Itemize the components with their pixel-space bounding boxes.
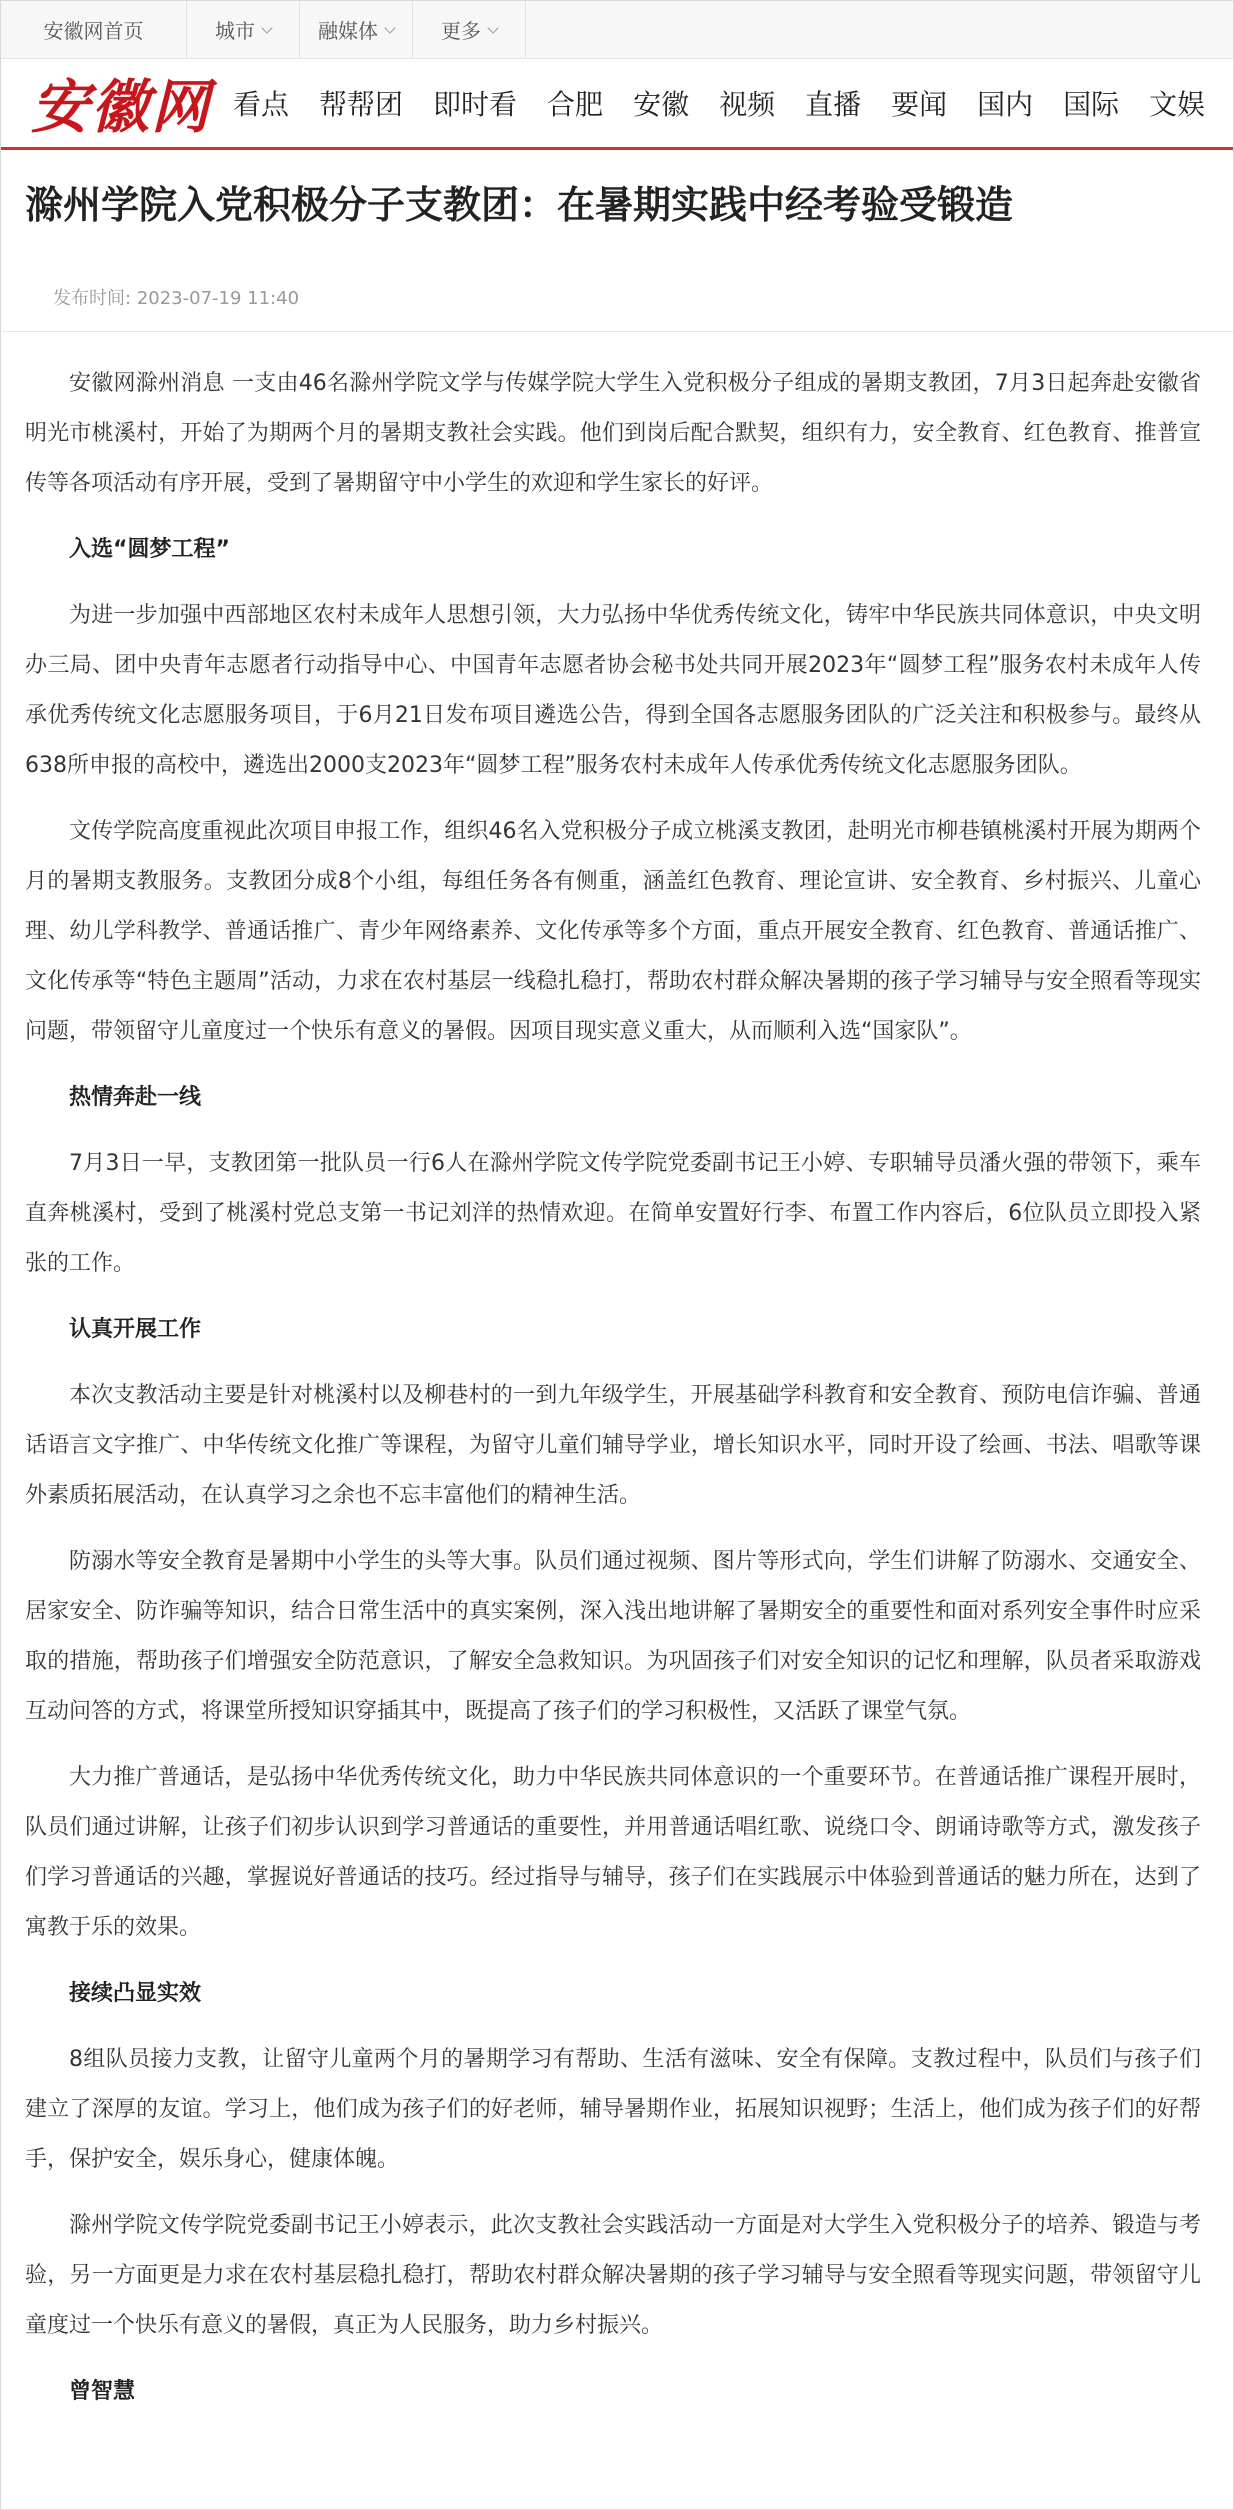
section-heading: 热情奔赴一线: [69, 1085, 202, 1110]
media-label: 融媒体: [318, 19, 378, 43]
site-logo[interactable]: [31, 71, 221, 141]
nav-item-video[interactable]: 视频: [719, 88, 776, 121]
chevron-down-icon: [261, 22, 272, 33]
publish-time: 2023-07-19 11:40: [136, 288, 300, 309]
paragraph: 安徽网滁州消息 一支由46名滁州学院文学与传媒学院大学生入党积极分子组成的暑期支教团，7月3日起奔赴安徽省明光市桃溪村，开始了为期两个月的暑期支教社会实践。他们到岗后配合默契，组织有力，安全教育、红色教育、推普宣传等各项活动有序开展，受到了暑期留守中小学生的欢迎和学生家长的好评。: [25, 371, 1201, 496]
publish-meta: [53, 284, 299, 310]
home-link[interactable]: 安徽网首页: [1, 1, 187, 58]
paragraph: 8组队员接力支教，让留守儿童两个月的暑期学习有帮助、生活有滋味、安全有保障。支教过程中，队员们与孩子们建立了深厚的友谊。学习上，他们成为孩子们的好老师，辅导暑期作业，拓展知识视野；生活上，他们成为孩子们的好帮手，保护安全，娱乐身心，健康体魄。: [25, 2047, 1201, 2172]
section-heading: 认真开展工作: [69, 1317, 202, 1342]
nav-item-international[interactable]: 国际: [1063, 88, 1120, 121]
city-dropdown[interactable]: [187, 1, 300, 58]
paragraph: 滁州学院文传学院党委副书记王小婷表示，此次支教社会实践活动一方面是对大学生入党积极分子的培养、锻造与考验，另一方面更是力求在农村基层稳扎稳打，帮助农村群众解决暑期的孩子学习辅导与安全照看等现实问题，带领留守儿童度过一个快乐有意义的暑假，真正为人民服务，助力乡村振兴。: [25, 2213, 1201, 2338]
more-label: 更多: [441, 19, 481, 43]
paragraph: 7月3日一早，支教团第一批队员一行6人在滁州学院文传学院党委副书记王小婷、专职辅导员潘火强的带领下，乘车直奔桃溪村，受到了桃溪村党总支第一书记刘洋的热情欢迎。在简单安置好行李、布置工作内容后，6位队员立即投入紧张的工作。: [25, 1151, 1201, 1276]
section-heading: 入选“圆梦工程”: [69, 537, 230, 562]
city-label: 城市: [215, 19, 255, 43]
nav-item-anhui[interactable]: 安徽: [633, 88, 690, 121]
nav-item-entertainment[interactable]: 文娱: [1149, 88, 1206, 121]
nav-items: [233, 59, 1234, 147]
section-heading: 接续凸显实效: [69, 1981, 202, 2006]
media-dropdown[interactable]: [300, 1, 413, 58]
paragraph: 大力推广普通话，是弘扬中华优秀传统文化，助力中华民族共同体意识的一个重要环节。在普通话推广课程开展时，队员们通过讲解，让孩子们初步认识到学习普通话的重要性，并用普通话唱红歌、说绕口令、朗诵诗歌等方式，激发孩子们学习普通话的兴趣，掌握说好普通话的技巧。经过指导与辅导，孩子们在实践展示中体验到普通话的魅力所在，达到了寓教于乐的效果。: [25, 1765, 1201, 1940]
nav-item-headlines[interactable]: 要闻: [891, 88, 948, 121]
paragraph: 文传学院高度重视此次项目申报工作，组织46名入党积极分子成立桃溪支教团，赴明光市柳巷镇桃溪村开展为期两个月的暑期支教服务。支教团分成8个小组，每组任务各有侧重，涵盖红色教育、理论宣讲、安全教育、乡村振兴、儿童心理、幼儿学科教学、普通话推广、青少年网络素养、文化传承等多个方面，重点开展安全教育、红色教育、普通话推广、文化传承等“特色主题周”活动，力求在农村基层一线稳扎稳打，帮助农村群众解决暑期的孩子学习辅导与安全照看等现实问题，带领留守儿童度过一个快乐有意义的暑假。因项目现实意义重大，从而顺利入选“国家队”。: [25, 819, 1201, 1044]
publish-label: 发布时间:: [53, 288, 132, 309]
paragraph: 为进一步加强中西部地区农村未成年人思想引领，大力弘扬中华优秀传统文化，铸牢中华民族共同体意识，中央文明办三局、团中央青年志愿者行动指导中心、中国青年志愿者协会秘书处共同开展2023年“圆梦工程”服务农村未成年人传承优秀传统文化志愿服务项目，于6月21日发布项目遴选公告，得到全国各志愿服务团队的广泛关注和积极参与。最终从638所申报的高校中，遴选出2000支2023年“圆梦工程”服务农村未成年人传承优秀传统文化志愿服务团队。: [25, 603, 1201, 778]
nav-item-live[interactable]: 直播: [805, 88, 862, 121]
article-title: 滁州学院入党积极分子支教团：在暑期实践中经考验受锻造: [25, 183, 1014, 227]
chevron-down-icon: [487, 22, 498, 33]
nav-item-kandian[interactable]: 看点: [233, 88, 290, 121]
nav-item-jishikan[interactable]: 即时看: [433, 88, 518, 121]
top-utility-bar: [1, 1, 1233, 59]
divider: [1, 331, 1233, 332]
nav-item-domestic[interactable]: 国内: [977, 88, 1034, 121]
author-name: 曾智慧: [69, 2379, 136, 2404]
paragraph: 本次支教活动主要是针对桃溪村以及柳巷村的一到九年级学生，开展基础学科教育和安全教育、预防电信诈骗、普通话语言文字推广、中华传统文化推广等课程，为留守儿童们辅导学业，增长知识水平，同时开设了绘画、书法、唱歌等课外素质拓展活动，在认真学习之余也不忘丰富他们的精神生活。: [25, 1383, 1201, 1508]
nav-item-bangbangtuan[interactable]: 帮帮团: [319, 88, 404, 121]
paragraph: 防溺水等安全教育是暑期中小学生的头等大事。队员们通过视频、图片等形式向，学生们讲解了防溺水、交通安全、居家安全、防诈骗等知识，结合日常生活中的真实案例，深入浅出地讲解了暑期安全的重要性和面对系列安全事件时应采取的措施，帮助孩子们增强安全防范意识，了解安全急救知识。为巩固孩子们对安全知识的记忆和理解，队员者采取游戏互动问答的方式，将课堂所授知识穿插其中，既提高了孩子们的学习积极性，又活跃了课堂气氛。: [25, 1549, 1201, 1724]
chevron-down-icon: [384, 22, 395, 33]
main-nav: [1, 59, 1233, 150]
nav-item-hefei[interactable]: 合肥: [547, 88, 604, 121]
more-dropdown[interactable]: [413, 1, 526, 58]
article-body: [25, 359, 1201, 2433]
logo-text: 安徽网: [31, 73, 212, 141]
